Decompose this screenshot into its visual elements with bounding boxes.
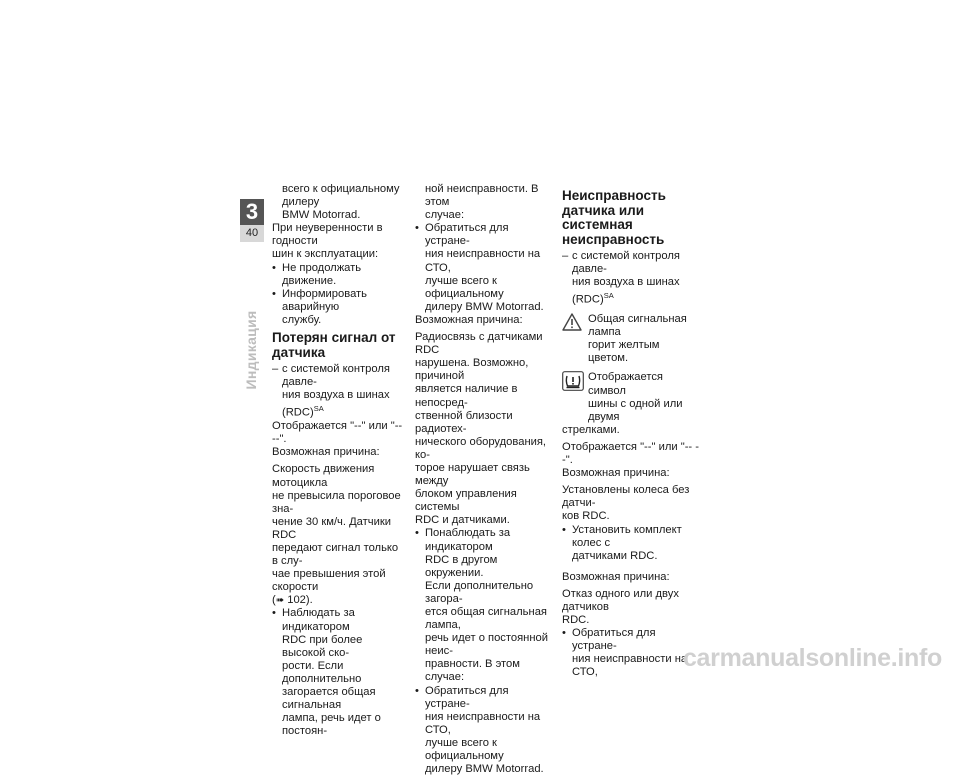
equipment-note <box>272 363 407 420</box>
paragraph <box>562 588 702 627</box>
paragraph <box>562 467 702 480</box>
text-line: ния воздуха в шинах (RDC) <box>282 389 390 420</box>
text-line: Отказ одного или двух датчиков <box>562 587 679 613</box>
side-title <box>241 310 261 390</box>
text-line: Общая сигнальная лампа <box>588 313 687 339</box>
paragraph <box>415 314 552 327</box>
text-line: • Установить комплект колес с <box>572 523 682 549</box>
bullet-item <box>562 627 702 679</box>
text-line: является наличие в непосред- <box>415 383 518 409</box>
warning-light-row <box>562 313 702 365</box>
side-title-text: Индикация <box>243 310 259 390</box>
text-line: чение 30 км/ч. Датчики RDC <box>272 515 391 541</box>
text-line: ной неисправности. В этом <box>425 183 539 209</box>
text-line: блоком управления системы <box>415 488 517 514</box>
text-line: • Не продолжать движение. <box>282 261 362 287</box>
text-line: ственной близости радиотех- <box>415 409 513 435</box>
text-line: дилеру BMW Motorrad. <box>425 300 544 313</box>
bullet-item <box>272 607 407 738</box>
text-line: При неуверенности в годности <box>272 222 383 248</box>
text-line: Возможная причина: <box>562 467 670 480</box>
paragraph <box>562 571 702 584</box>
text-line: ния неисправности на СТО, <box>425 248 541 274</box>
heading-line: датчика или системная <box>562 202 645 232</box>
text-line: Возможная причина: <box>415 313 523 326</box>
text-line: – с системой контроля давле- <box>572 250 680 276</box>
text-line: Установлены колеса без датчи- <box>562 484 690 510</box>
text-line: загорается общая сигнальная <box>282 686 376 712</box>
text-line: ния неисправности на СТО, <box>425 710 541 736</box>
text-line: Отображается "--" или "-- --". <box>562 440 699 467</box>
text-line: ется общая сигнальная лампа, <box>425 606 547 632</box>
text-line: лучше всего к официальному <box>425 736 504 763</box>
text-line: ния воздуха в шинах (RDC) <box>572 276 680 307</box>
paragraph <box>562 441 702 467</box>
text-line: BMW Motorrad. <box>282 209 361 222</box>
text-line: рости. Если дополнительно <box>282 659 362 685</box>
text-line: лучше всего к официальному <box>425 274 504 300</box>
text-line: ния неисправности на СТО, <box>572 653 688 679</box>
heading-line: Потерян сигнал от <box>272 330 396 346</box>
paragraph <box>562 484 702 523</box>
text-line: всего к официальному дилеру <box>282 183 400 209</box>
text-line: шин к эксплуатации: <box>272 248 379 261</box>
text-line: нарушена. Возможно, причиной <box>415 357 529 383</box>
text-line: Радиосвязь с датчиками RDC <box>415 331 543 357</box>
text-line: передают сигнал только в слу- <box>272 541 399 568</box>
bullet-item <box>272 288 407 327</box>
page-reference[interactable]: (➠ 102). <box>272 594 313 607</box>
text-line: правности. В этом случае: <box>425 658 520 684</box>
equipment-note <box>562 250 702 307</box>
text-line: Отображается символ <box>588 371 663 397</box>
chapter-tab <box>240 199 264 242</box>
text-line: RDC при более высокой ско- <box>282 633 363 659</box>
text-line: • Понаблюдать за индикатором <box>425 527 511 553</box>
warning-triangle-icon <box>562 313 582 331</box>
text-line: Отображается "--" или "-- --". <box>272 420 403 446</box>
text-line: дилеру BMW Motorrad. <box>425 763 544 776</box>
text-line: торое нарушает связь между <box>415 461 530 488</box>
column-3 <box>562 183 702 680</box>
paragraph <box>272 420 407 446</box>
reference-page: 102). <box>287 594 313 607</box>
page-number: 40 <box>240 225 264 242</box>
heading-line: Неисправность <box>562 188 666 203</box>
text-line: нического оборудования, ко- <box>415 435 547 461</box>
sa-marker: SA <box>313 404 324 414</box>
text-line: не превысила пороговое зна- <box>272 489 401 515</box>
text-line: RDC. <box>562 614 590 627</box>
text-line: случае: <box>425 209 465 222</box>
section-heading <box>562 189 702 247</box>
text-line: • Обратиться для устране- <box>425 684 509 710</box>
heading-line: неисправность <box>562 231 665 247</box>
tire-symbol-row <box>562 371 702 423</box>
continued-text <box>415 183 552 222</box>
text-line: • Обратиться для устране- <box>425 222 509 248</box>
reference-arrow-icon: ➠ <box>275 595 285 607</box>
text-line: шины с одной или двумя <box>588 397 683 423</box>
paragraph <box>272 446 407 459</box>
column-2 <box>415 183 552 776</box>
text-line: датчиками RDC. <box>572 549 658 562</box>
watermark: carmanualsonline.info <box>682 644 942 672</box>
text-line: Скорость движения мотоцикла <box>272 463 375 489</box>
bullet-item <box>415 527 552 684</box>
text-line: речь идет о постоянной неис- <box>425 632 549 658</box>
text-line: службу. <box>282 313 322 326</box>
text-line: – с системой контроля давле- <box>282 363 390 389</box>
text-line: Возможная причина: <box>562 570 670 583</box>
text-line: RDC и датчиками. <box>415 514 510 527</box>
paragraph <box>272 463 407 607</box>
bullet-item <box>415 222 552 314</box>
continued-text <box>272 183 407 222</box>
section-heading <box>272 331 407 360</box>
bullet-item <box>415 685 552 776</box>
bullet-item <box>562 524 702 563</box>
text-line: ков RDC. <box>562 510 610 523</box>
chapter-number: 3 <box>245 199 259 224</box>
text-line: RDC в другом окружении. <box>425 553 498 579</box>
text-line: • Наблюдать за индикатором <box>282 607 355 633</box>
sa-marker: SA <box>603 291 614 301</box>
paragraph <box>272 222 407 261</box>
text-line: чае превышения этой скорости <box>272 568 386 594</box>
column-1 <box>272 183 407 738</box>
text-line: стрелками. <box>562 423 620 436</box>
tire-pressure-icon <box>562 371 584 391</box>
paragraph <box>415 331 552 527</box>
heading-line: датчика <box>272 344 326 360</box>
text-line: Если дополнительно загора- <box>425 579 534 605</box>
text-line: Возможная причина: <box>272 446 380 459</box>
bullet-item <box>272 262 407 288</box>
text-line: лампа, речь идет о постоян- <box>282 712 381 738</box>
text-line: • Обратиться для устране- <box>572 627 656 653</box>
text-line: • Информировать аварийную <box>282 287 367 313</box>
text-line: горит желтым цветом. <box>588 339 660 365</box>
